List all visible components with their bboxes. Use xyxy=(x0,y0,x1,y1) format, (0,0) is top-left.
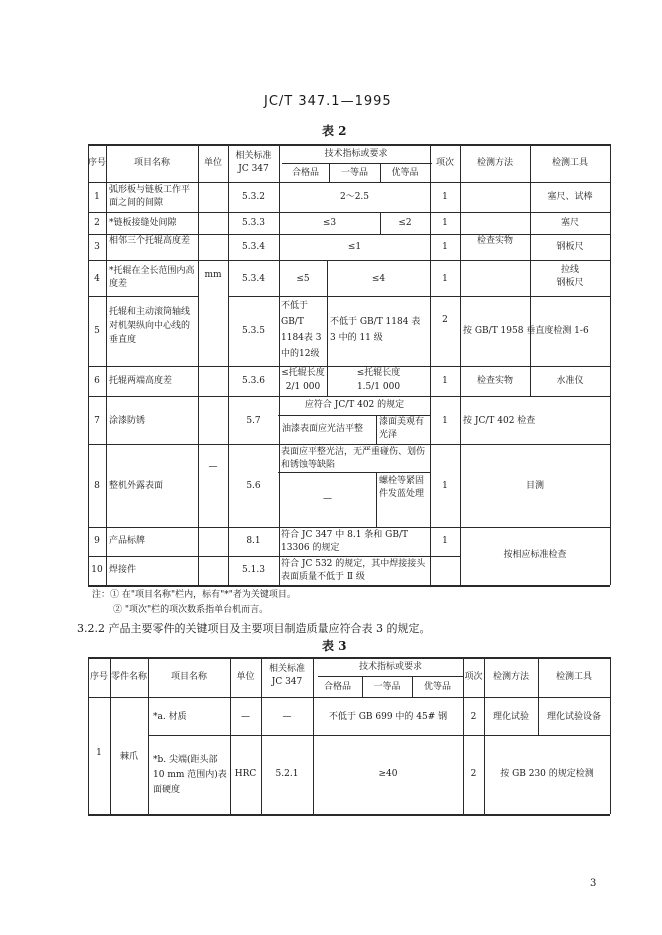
page-number: 3 xyxy=(590,878,597,889)
t2-r9-tech: 符合 JC 347 中 8.1 条和 GB/T 13306 的规定 xyxy=(281,530,408,553)
t3-head-tech: 技术指标或要求 xyxy=(358,662,422,672)
t2-r1-tool: 塞尺、试棒 xyxy=(547,192,593,202)
table2-caption: 表 2 xyxy=(322,124,347,138)
t2-r5-tech-a: 不低于GB/T 1184表 3 中的12级 xyxy=(281,301,322,359)
t3-b-item: *b. 尖端(距头部 10 mm 范围内)表面硬度 xyxy=(153,755,227,795)
t2-r4-tech-a: ≤5 xyxy=(296,274,310,284)
t2-r8-unit: — xyxy=(208,462,218,472)
t2-r7-no: 7 xyxy=(94,416,100,426)
table3-caption: 表 3 xyxy=(322,639,347,653)
t3-b-std: 5.2.1 xyxy=(275,769,299,779)
t2-r4-std: 5.3.4 xyxy=(242,274,265,284)
t2-r7-item: 涂漆防锈 xyxy=(109,416,146,426)
t2-r9-no: 9 xyxy=(94,536,100,546)
t3-a-tool: 理化试验设备 xyxy=(546,712,601,722)
t2-r8-method: 目测 xyxy=(525,481,544,491)
t3-head-unit: 单位 xyxy=(236,672,255,682)
t2-r6-tech-a2: 2/1 000 xyxy=(285,382,321,392)
t2-r6-sub: 1 xyxy=(442,376,448,386)
t2-method-std-merged: 按相应标准检查 xyxy=(503,550,567,560)
t2-head-tech: 技术指标或要求 xyxy=(324,149,388,159)
t2-r1-std: 5.3.2 xyxy=(242,192,265,202)
t2-r3-tool: 钢板尺 xyxy=(556,242,584,252)
t2-r2-sub: 1 xyxy=(442,218,448,228)
t3-a-method: 理化试验 xyxy=(492,712,529,722)
t2-r3-std: 5.3.4 xyxy=(242,242,265,252)
t3-head-no: 序号 xyxy=(89,672,108,682)
t3-head-item: 项目名称 xyxy=(170,672,207,682)
t3-r1-part: 棘爪 xyxy=(119,752,138,762)
t2-r5-no: 5 xyxy=(94,326,100,336)
t3-a-unit: — xyxy=(241,712,250,722)
t3-head-grade2: 一等品 xyxy=(373,682,401,692)
t3-head-method: 检测方法 xyxy=(492,672,529,682)
t3-a-sub: 2 xyxy=(470,712,477,722)
t2-r7-sub: 1 xyxy=(442,416,448,426)
t2-r4-no: 4 xyxy=(94,274,100,284)
t2-head-item: 项目名称 xyxy=(133,158,170,168)
t2-r3-sub: 1 xyxy=(442,242,448,252)
t2-r8-tech-top: 表面应平整光洁，无严重碰伤、划伤和锈蚀等缺陷 xyxy=(281,447,426,470)
t3-head-subitem: 项次 xyxy=(464,672,483,682)
t2-r1-item: 弧形板与链板工作平面之间的间隙 xyxy=(109,185,191,208)
t2-head-tool: 检测工具 xyxy=(551,158,588,168)
t2-r7-tech-top: 应符合 JC/T 402 的规定 xyxy=(304,400,405,410)
t2-r7-tech-b: 漆面美观有光泽 xyxy=(379,417,425,440)
t2-r10-no: 10 xyxy=(91,565,103,575)
t2-note-1: 注：① 在"项目名称"栏内，标有"*"者为关键项目。 xyxy=(92,590,296,600)
t2-r5-item: 托辊和主动滚筒轴线对机架纵向中心线的垂直度 xyxy=(109,307,191,345)
t2-r7-method: 按 JC/T 402 检查 xyxy=(463,416,536,426)
t3-head-std: 相关标准 JC 347 xyxy=(268,664,305,687)
t2-r7-tech-a: 油漆表面应光洁平整 xyxy=(282,424,364,434)
t2-head-method: 检测方法 xyxy=(476,158,513,168)
t2-r5-tech-b: 不低于 GB/T 1184 表 3 中的 11 级 xyxy=(330,317,421,343)
t2-r6-tech-a1: ≤托辊长度 xyxy=(281,368,325,378)
t2-method-check-merged: 检查实物 xyxy=(476,236,513,246)
t2-r9-sub: 1 xyxy=(442,536,448,546)
t2-head-grade1: 合格品 xyxy=(291,168,319,178)
t2-r9-item: 产品标牌 xyxy=(109,536,146,546)
t2-head-unit: 单位 xyxy=(203,158,222,168)
t2-head-subitem: 项次 xyxy=(435,158,454,168)
t3-head-tool: 检测工具 xyxy=(555,672,592,682)
t3-b-method: 按 GB 230 的规定检测 xyxy=(500,769,594,779)
t2-r1-no: 1 xyxy=(94,192,100,202)
t2-r10-tech: 符合 JC 532 的规定，其中焊接接头表面质量不低于 Ⅱ 级 xyxy=(281,559,426,582)
t2-r6-no: 6 xyxy=(94,376,100,386)
t2-r4-tech-b: ≤4 xyxy=(371,274,386,284)
t2-note-2: ② "项次"栏的项次数系指单台机而言。 xyxy=(113,605,269,615)
t2-r10-item: 焊接件 xyxy=(109,565,137,575)
t2-r6-item: 托辊两端高度差 xyxy=(109,376,173,386)
t2-r7-std: 5.7 xyxy=(246,416,261,426)
t2-r4-sub: 1 xyxy=(442,274,448,284)
t2-r2-tech-b: ≤2 xyxy=(398,218,412,228)
t2-r8-tech-b: 螺栓等紧固件发蓝处理 xyxy=(379,476,425,499)
t2-r9-std: 8.1 xyxy=(246,536,261,546)
t2-r4-tool: 拉线 钢板尺 xyxy=(556,265,584,288)
t2-r2-tech-a: ≤3 xyxy=(322,218,337,228)
t3-head-part: 零件名称 xyxy=(110,672,147,682)
t2-r2-no: 2 xyxy=(94,218,100,228)
t2-r2-tool: 塞尺 xyxy=(560,218,579,228)
t2-r8-tech-a: — xyxy=(323,494,332,504)
t3-a-tech: 不低于 GB 699 中的 45# 钢 xyxy=(328,712,448,722)
t2-r6-tech-b2: 1.5/1 000 xyxy=(356,382,401,392)
t2-r5-std: 5.3.5 xyxy=(242,326,265,336)
t2-r8-item: 整机外露表面 xyxy=(109,481,164,491)
t2-r6-std: 5.3.6 xyxy=(242,376,265,386)
t2-unit-mm: mm xyxy=(204,270,222,280)
t2-head-grade2: 一等品 xyxy=(340,168,368,178)
t2-head-grade3: 优等品 xyxy=(391,168,419,178)
t2-r3-item: 相邻三个托辊高度差 xyxy=(109,236,191,246)
t3-b-tech: ≥40 xyxy=(378,769,398,779)
t2-r2-std: 5.3.3 xyxy=(242,218,265,228)
t2-r3-tech: ≤1 xyxy=(347,242,362,252)
t2-r10-std: 5.1.3 xyxy=(242,565,265,575)
t3-a-std: — xyxy=(282,712,292,722)
t2-r8-no: 8 xyxy=(94,481,100,491)
t2-r1-tech: 2～2.5 xyxy=(339,192,370,202)
t3-b-sub: 2 xyxy=(470,769,477,779)
t2-head-no: 序号 xyxy=(88,158,107,168)
clause-3-2-2: 3.2.2 产品主要零件的关键项目及主要项目制造质量应符合表 3 的规定。 xyxy=(77,622,431,635)
t2-r6-tool: 水准仪 xyxy=(556,376,584,386)
t3-b-unit: HRC xyxy=(234,769,257,779)
t2-r8-std: 5.6 xyxy=(246,481,261,491)
t2-r2-item: *链板接缝处间隙 xyxy=(109,218,177,228)
t2-r5-sub: 2 xyxy=(442,315,448,325)
t2-head-std: 相关标准 JC 347 xyxy=(235,151,272,174)
t2-r3-no: 3 xyxy=(94,242,100,252)
t2-r6-tech-b1: ≤托辊长度 xyxy=(356,368,401,378)
t2-r8-sub: 1 xyxy=(442,481,448,491)
document-code: JC/T 347.1—1995 xyxy=(264,94,392,109)
t2-r5-method: 按 GB/T 1958 垂直度检测 1-6 xyxy=(463,326,589,336)
t3-a-item: *a. 材质 xyxy=(153,712,187,722)
t3-head-grade1: 合格品 xyxy=(323,682,351,692)
t3-head-grade3: 优等品 xyxy=(423,682,451,692)
t2-r1-sub: 1 xyxy=(442,192,448,202)
t2-r6-method: 检查实物 xyxy=(476,376,513,386)
t2-r4-item: *托辊在全长范围内高度差 xyxy=(109,266,195,289)
t3-r1-no: 1 xyxy=(96,748,102,758)
